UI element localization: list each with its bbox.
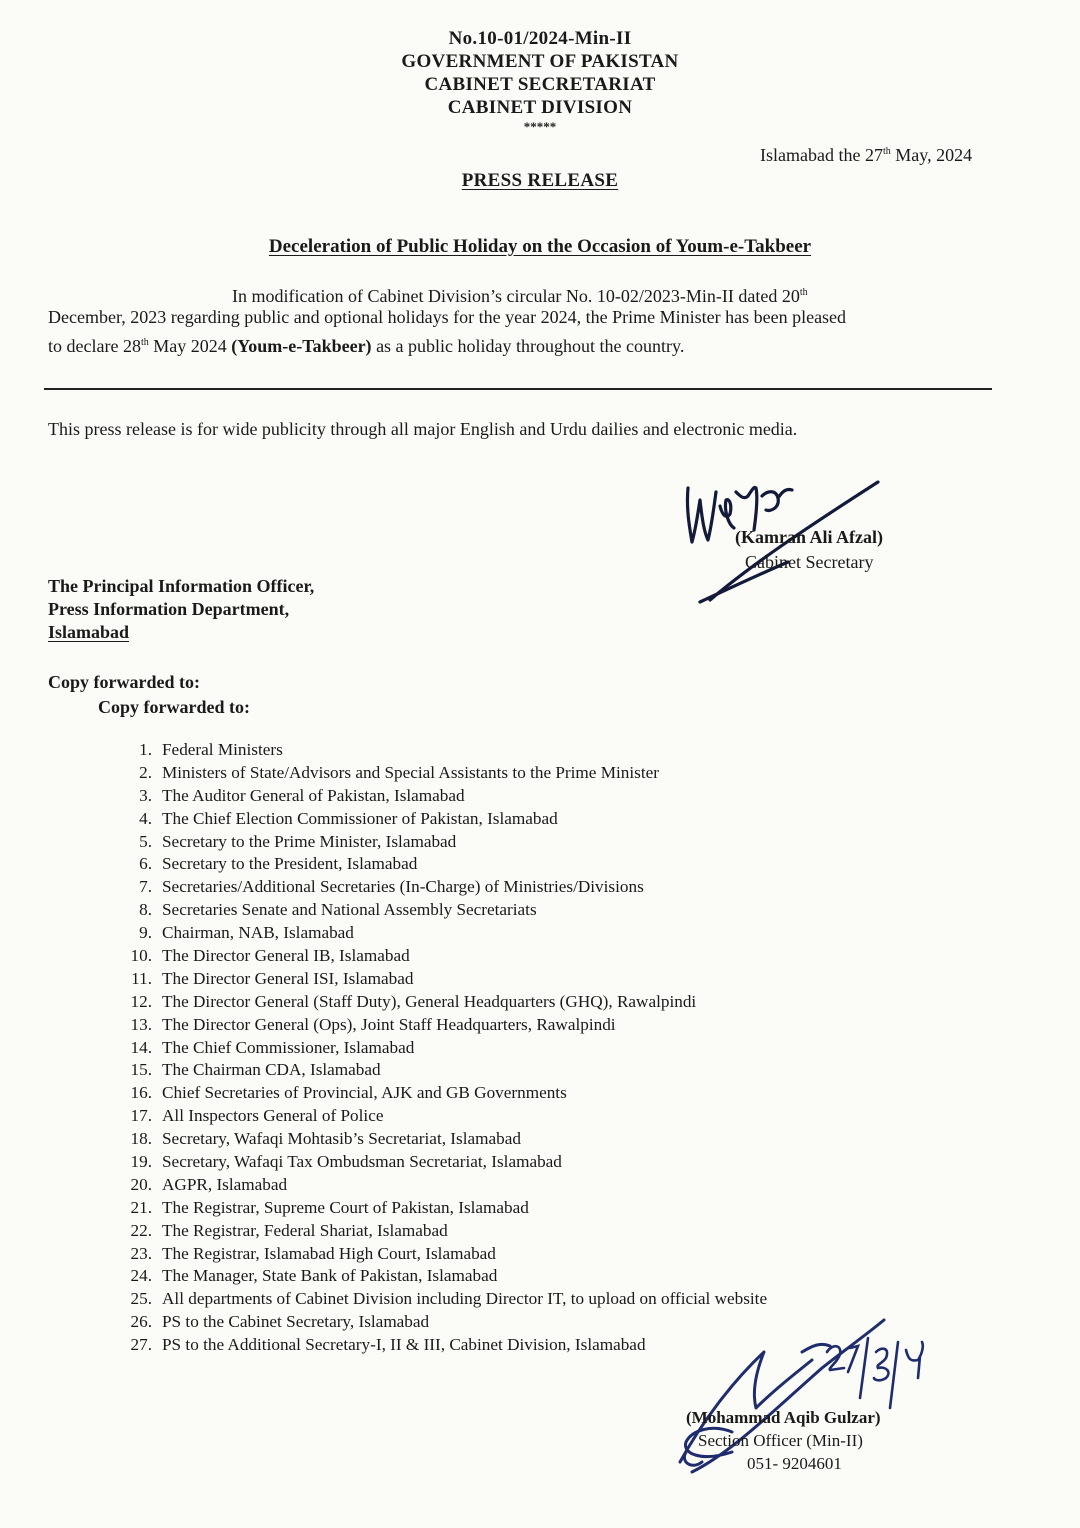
recipient-number: 14. <box>130 1037 152 1057</box>
recipient-text: The Director General ISI, Islamabad <box>162 968 414 988</box>
recipient-text: Secretary to the President, Islamabad <box>162 854 418 874</box>
recipient-text: The Director General (Ops), Joint Staff Headquarters, Rawalpindi <box>162 1014 616 1034</box>
section-officer-name: (Mohammad Aqib Gulzar) <box>686 1408 881 1427</box>
recipient-number: 25. <box>130 1289 152 1309</box>
recipient-text: PS to the Additional Secretary-I, II & III, Cabinet Division, Islamabad <box>162 1335 646 1355</box>
recipient-item <box>110 1265 767 1288</box>
section-officer-title: Section Officer (Min-II) <box>698 1431 863 1450</box>
recipient-item <box>110 1174 767 1197</box>
recipient-number: 20. <box>130 1174 152 1194</box>
recipient-item <box>110 991 767 1014</box>
signatory-title: Cabinet Secretary <box>745 552 874 572</box>
recipient-number: 1. <box>139 740 152 759</box>
secretariat-heading: CABINET SECRETARIAT <box>424 74 656 95</box>
body-line-3-b: May 2024 <box>148 336 232 356</box>
recipient-item <box>110 1243 767 1266</box>
recipient-number: 4. <box>139 808 152 828</box>
recipient-number: 3. <box>139 785 152 805</box>
recipient-text: The Director General IB, Islamabad <box>162 946 410 966</box>
recipient-text: Secretary, Wafaqi Mohtasib’s Secretariat, Islamabad <box>162 1129 521 1149</box>
recipient-number: 7. <box>139 877 152 897</box>
recipient-number: 11. <box>131 968 152 988</box>
recipient-text: The Registrar, Islamabad High Court, Islamabad <box>162 1243 496 1263</box>
recipient-item <box>110 1151 767 1174</box>
section-officer-phone: 051- 9204601 <box>747 1454 842 1473</box>
recipient-item <box>110 1105 767 1128</box>
recipient-item <box>110 1128 767 1151</box>
recipient-item <box>110 899 767 922</box>
date-day: 27 <box>864 145 883 165</box>
recipient-number: 15. <box>130 1060 152 1080</box>
date-suffix: th <box>882 146 891 157</box>
recipient-number: 13. <box>130 1014 152 1034</box>
body-line-1-text: In modification of Cabinet Division’s circular No. 10-02/2023-Min-II dated 20 <box>232 286 800 306</box>
recipient-text: The Chief Commissioner, Islamabad <box>162 1037 415 1057</box>
stars-separator: ***** <box>523 119 557 134</box>
recipient-text: The Director General (Staff Duty), General Headquarters (GHQ), Rawalpindi <box>162 991 697 1011</box>
recipient-item <box>110 945 767 968</box>
recipient-text: AGPR, Islamabad <box>162 1174 288 1194</box>
recipient-item <box>110 1037 767 1060</box>
publicity-note: This press release is for wide publicity through all major English and Urdu dailies and electronic media. <box>48 419 798 439</box>
press-release-title: PRESS RELEASE <box>461 170 619 191</box>
recipient-number: 10. <box>130 946 152 966</box>
recipient-number: 21. <box>130 1197 152 1217</box>
reference-number: No.10-01/2024-Min-II <box>448 28 632 49</box>
recipient-item <box>110 1220 767 1243</box>
addressee-line-1: The Principal Information Officer, <box>48 576 315 596</box>
recipient-text: The Auditor General of Pakistan, Islamabad <box>162 785 465 805</box>
recipient-item <box>110 1197 767 1220</box>
recipient-item <box>110 1059 767 1082</box>
recipient-item <box>110 968 767 991</box>
recipient-text: Secretary to the Prime Minister, Islamabad <box>162 831 457 851</box>
recipient-text: Ministers of State/Advisors and Special Assistants to the Prime Minister <box>162 762 659 782</box>
recipient-number: 6. <box>139 854 152 874</box>
date-month-year: May, 2024 <box>895 145 973 165</box>
body-line-3-sup: th <box>140 337 149 348</box>
youm-e-takbeer-bold: (Youm-e-Takbeer) <box>231 336 372 356</box>
recipient-item <box>110 1311 767 1334</box>
addressee-line-3: Islamabad <box>48 622 130 642</box>
body-line-1-sup: th <box>799 287 808 298</box>
recipient-item <box>110 831 767 854</box>
recipient-number: 24. <box>130 1266 152 1286</box>
recipient-item <box>110 853 767 876</box>
date-line <box>760 145 972 166</box>
subject-line: Deceleration of Public Holiday on the Occasion of Youm-e-Takbeer <box>268 236 812 257</box>
recipient-item <box>110 762 767 785</box>
body-line-3 <box>48 330 684 359</box>
recipient-number: 9. <box>139 923 152 943</box>
recipient-number: 2. <box>139 762 152 782</box>
copy-forwarded-heading-2: Copy forwarded to: <box>98 697 250 717</box>
recipient-number: 22. <box>130 1220 152 1240</box>
signatory-name: (Kamran Ali Afzal) <box>735 527 883 547</box>
recipient-text: Secretary, Wafaqi Tax Ombudsman Secretariat, Islamabad <box>162 1152 562 1172</box>
recipient-number: 5. <box>139 831 152 851</box>
recipients-list <box>110 739 767 1357</box>
recipient-number: 18. <box>130 1129 152 1149</box>
recipient-item <box>110 1082 767 1105</box>
date-place: Islamabad the <box>760 145 861 165</box>
horizontal-rule <box>44 388 992 390</box>
recipient-text: Chief Secretaries of Provincial, AJK and GB Governments <box>162 1083 567 1103</box>
recipient-item <box>110 922 767 945</box>
recipient-text: All Inspectors General of Police <box>162 1106 384 1126</box>
recipient-text: Secretaries/Additional Secretaries (In-Charge) of Ministries/Divisions <box>162 877 644 897</box>
recipient-number: 27. <box>130 1335 152 1355</box>
recipient-item <box>110 1288 767 1311</box>
recipient-number: 26. <box>130 1312 152 1332</box>
recipient-text: All departments of Cabinet Division including Director IT, to upload on official website <box>162 1289 768 1309</box>
recipient-text: The Manager, State Bank of Pakistan, Islamabad <box>162 1266 498 1286</box>
recipient-text: Chairman, NAB, Islamabad <box>162 923 354 943</box>
addressee-line-2: Press Information Department, <box>48 599 290 619</box>
recipient-number: 17. <box>130 1106 152 1126</box>
recipient-text: The Chief Election Commissioner of Pakistan, Islamabad <box>162 808 558 828</box>
body-line-3-a: to declare 28 <box>48 336 141 356</box>
recipient-number: 19. <box>130 1152 152 1172</box>
recipient-text: The Chairman CDA, Islamabad <box>162 1060 381 1080</box>
body-line-2: December, 2023 regarding public and optional holidays for the year 2024, the Prime Minister has been pleased <box>48 307 847 327</box>
recipient-text: PS to the Cabinet Secretary, Islamabad <box>162 1312 430 1332</box>
recipient-item <box>110 876 767 899</box>
division-heading: CABINET DIVISION <box>447 97 633 118</box>
government-heading: GOVERNMENT OF PAKISTAN <box>401 51 679 72</box>
recipient-item <box>110 785 767 808</box>
copy-forwarded-heading-1: Copy forwarded to: <box>48 672 200 692</box>
recipient-text: Federal Ministers <box>162 740 283 759</box>
recipient-item <box>110 808 767 831</box>
recipient-item <box>110 739 767 762</box>
recipient-item <box>110 1334 767 1357</box>
recipient-text: The Registrar, Supreme Court of Pakistan, Islamabad <box>162 1197 529 1217</box>
recipient-number: 23. <box>130 1243 152 1263</box>
recipient-text: Secretaries Senate and National Assembly Secretariats <box>162 900 537 920</box>
recipient-item <box>110 1014 767 1037</box>
recipient-number: 8. <box>139 900 152 920</box>
recipient-text: The Registrar, Federal Shariat, Islamabad <box>162 1220 448 1240</box>
body-line-3-c: as a public holiday throughout the country. <box>371 336 685 356</box>
recipient-number: 16. <box>130 1083 152 1103</box>
recipient-number: 12. <box>130 991 152 1011</box>
